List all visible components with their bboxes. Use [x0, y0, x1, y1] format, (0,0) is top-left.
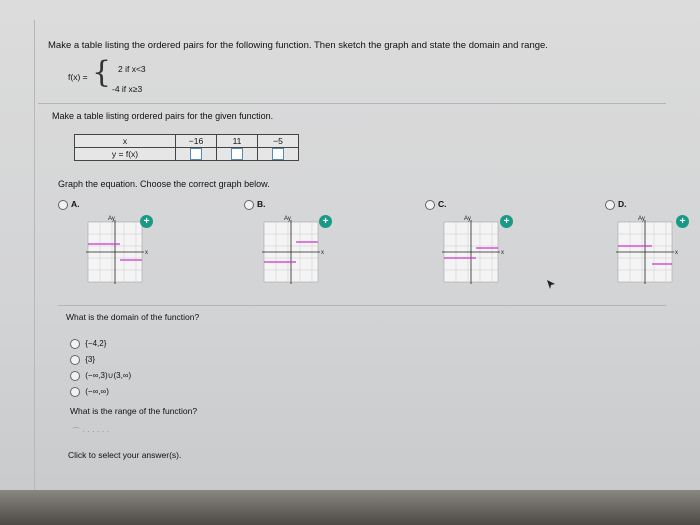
domain-option[interactable]: (−∞,∞) [70, 387, 109, 397]
svg-text:Ay: Ay [638, 216, 645, 222]
radio-button[interactable] [70, 387, 80, 397]
function-case-1: 2 if x<3 [118, 64, 146, 74]
graph-option-a[interactable] [58, 199, 80, 210]
magnifier-plus-icon[interactable]: + [140, 215, 153, 228]
option-letter: B. [257, 199, 266, 209]
radio-button[interactable] [70, 355, 80, 365]
function-label: f(x) = [68, 72, 88, 82]
piecewise-brace: { [92, 55, 112, 90]
magnifier-plus-icon[interactable]: + [319, 215, 332, 228]
radio-button[interactable] [70, 371, 80, 381]
y-axis-label: Ay [108, 216, 115, 222]
svg-text:x: x [675, 250, 678, 256]
graph-d[interactable] [612, 214, 682, 290]
magnifier-plus-icon[interactable]: + [676, 215, 689, 228]
graph-option-c[interactable] [425, 199, 447, 210]
divider [58, 305, 666, 306]
radio-button[interactable] [58, 200, 68, 210]
domain-option[interactable]: {3} [70, 355, 95, 365]
option-letter: A. [71, 199, 80, 209]
domain-question: What is the domain of the function? [66, 312, 200, 322]
y-answer-input[interactable] [231, 148, 243, 160]
magnifier-plus-icon[interactable]: + [500, 215, 513, 228]
help-text: Click to select your answer(s). [68, 450, 182, 460]
svg-text:Ay: Ay [464, 216, 471, 222]
range-options-collapsed: ⌒ · · · · · · [72, 427, 110, 436]
option-letter: C. [438, 199, 447, 209]
graph-option-b[interactable] [244, 199, 266, 210]
function-case-2: -4 if x≥3 [112, 84, 143, 94]
table-x-value: −5 [258, 135, 299, 148]
radio-button[interactable] [605, 200, 615, 210]
svg-text:x: x [321, 250, 324, 256]
divider [38, 103, 666, 104]
question-prompt: Make a table listing the ordered pairs for the following function. Then sketch the graph and state the domain and range. [48, 40, 548, 51]
radio-button[interactable] [70, 339, 80, 349]
graph-c[interactable] [438, 214, 508, 290]
table-x-value: −16 [176, 135, 217, 148]
table-prompt: Make a table listing ordered pairs for the given function. [52, 111, 274, 121]
ordered-pairs-table [74, 134, 299, 161]
y-answer-input[interactable] [272, 148, 284, 160]
range-question: What is the range of the function? [70, 406, 198, 416]
graph-option-d[interactable] [605, 199, 627, 210]
radio-button[interactable] [425, 200, 435, 210]
x-axis-label: x [145, 250, 148, 256]
mouse-pointer-icon [545, 278, 557, 292]
domain-option[interactable]: {−4,2} [70, 339, 106, 349]
graph-b[interactable] [258, 214, 328, 290]
y-answer-input[interactable] [190, 148, 202, 160]
option-letter: D. [618, 199, 627, 209]
radio-button[interactable] [244, 200, 254, 210]
screen-bezel [0, 490, 700, 525]
svg-text:x: x [501, 250, 504, 256]
table-header-x: x [75, 135, 176, 148]
graph-prompt: Graph the equation. Choose the correct graph below. [58, 179, 270, 189]
table-x-value: 11 [217, 135, 258, 148]
domain-option[interactable]: (−∞,3)∪(3,∞) [70, 371, 131, 381]
table-header-y: y = f(x) [75, 148, 176, 161]
svg-text:Ay: Ay [284, 216, 291, 222]
